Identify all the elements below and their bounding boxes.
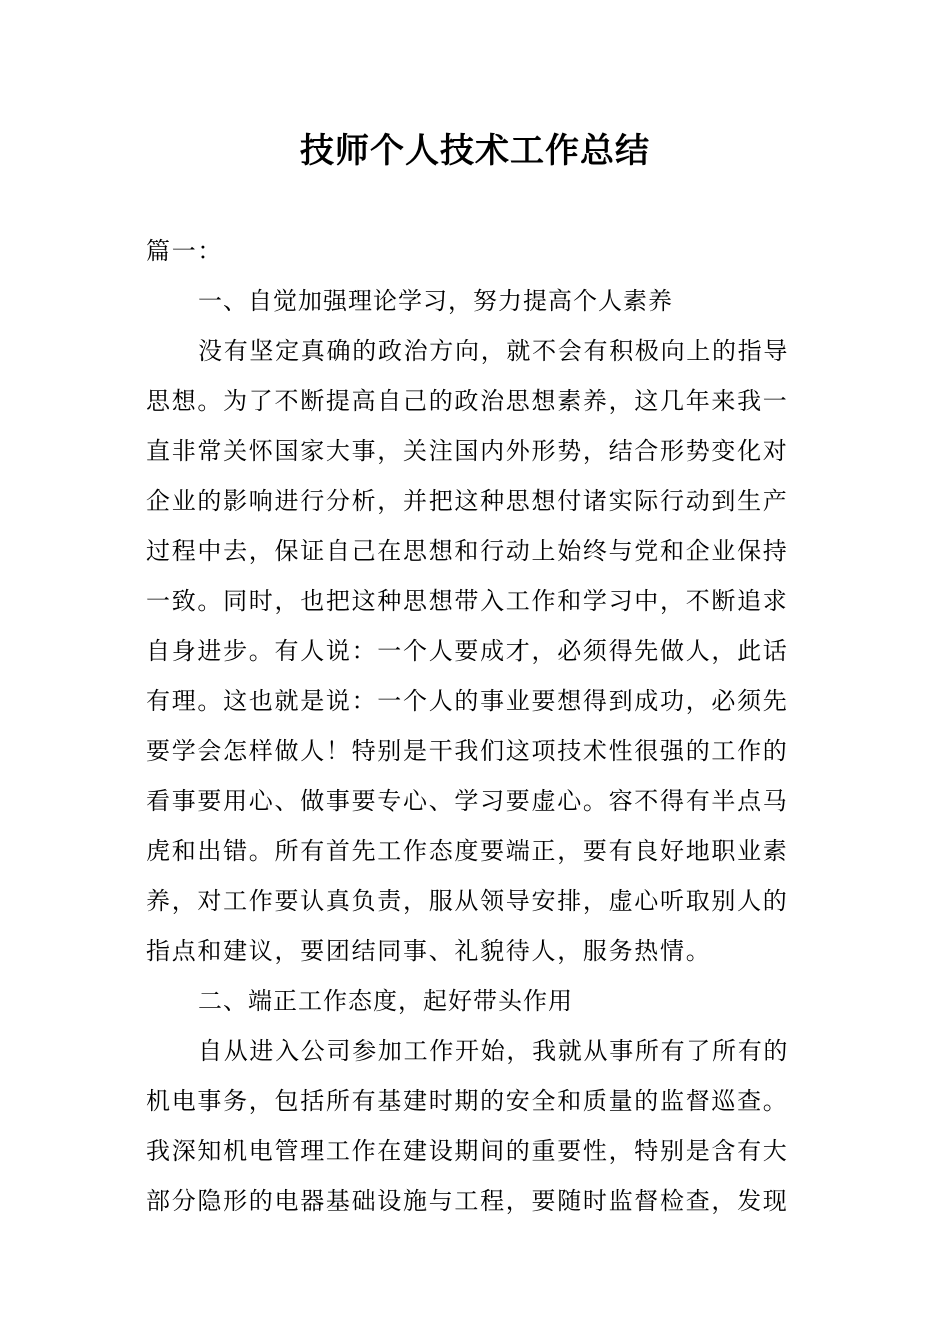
section-heading-1: 一、自觉加强理论学习，努力提高个人素养	[198, 287, 673, 315]
part-label: 篇一：	[146, 237, 224, 265]
section-body-2: 自从进入公司参加工作开始，我就从事所有了所有的机电事务，包括所有基建时期的安全和质量的监督巡查。我深知机电管理工作在建设期间的重要性，特别是含有大部分隐形的电器基础设施与工程，要随时监督检查，发现	[146, 1037, 790, 1215]
section-heading-2: 二、端正工作态度，起好带头作用	[198, 987, 573, 1015]
section-body-1: 没有坚定真确的政治方向，就不会有积极向上的指导思想。为了不断提高自己的政治思想素养，这几年来我一直非常关怀国家大事，关注国内外形势，结合形势变化对企业的影响进行分析，并把这种思想付诸实际行动到生产过程中去，保证自己在思想和行动上始终与党和企业保持一致。同时，也把这种思想带入工作和学习中，不断追求自身进步。有人说：一个人要成才，必须得先做人，此话有理。这也就是说：一个人的事业要想得到成功，必须先要学会怎样做人！特别是干我们这项技术性很强的工作的看事要用心、做事要专心、学习要虚心。容不得有半点马虎和出错。所有首先工作态度要端正，要有良好地职业素养，对工作要认真负责，服从领导安排，虚心听取别人的指点和建议，要团结同事、礼貌待人，服务热情。	[146, 337, 790, 965]
document-title: 技师个人技术工作总结	[300, 131, 650, 171]
document-body	[146, 226, 806, 1226]
